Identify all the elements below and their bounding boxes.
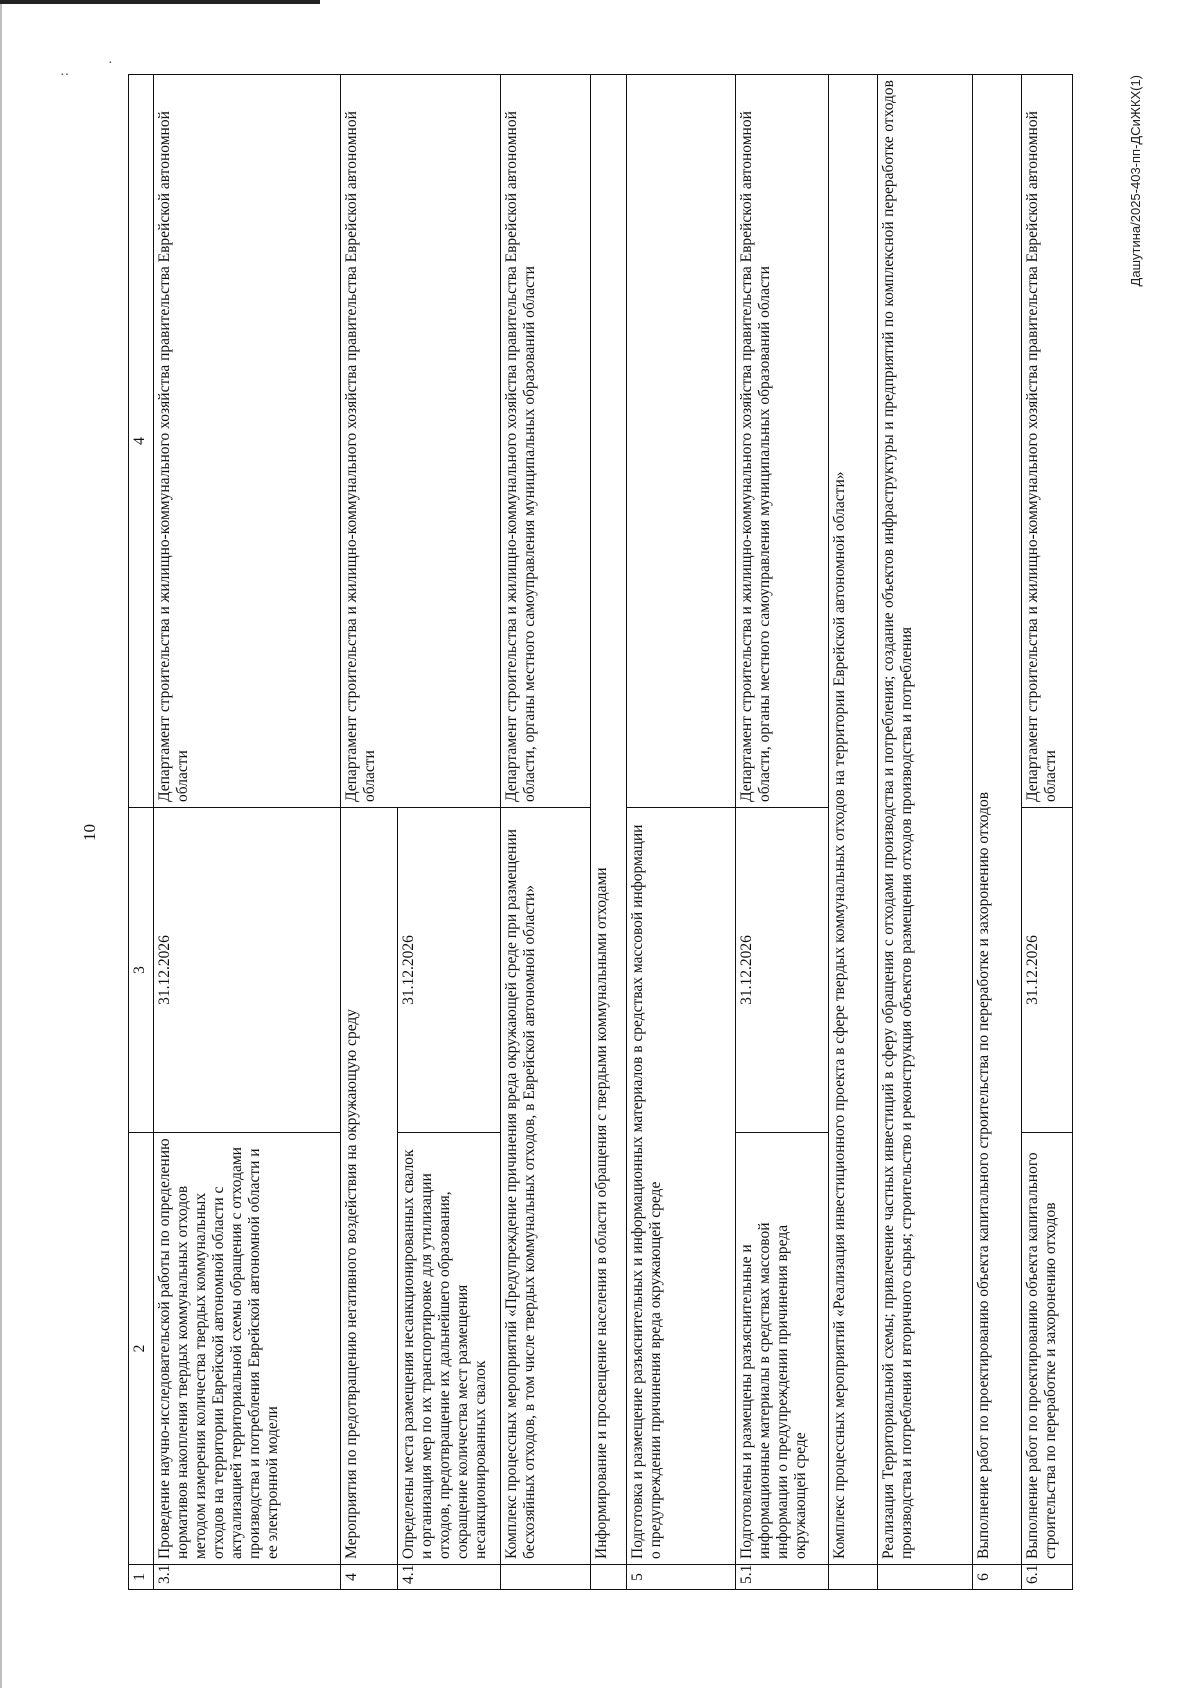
measure-text: Подготовка и размещение разъяснительных и информационных материалов в средствах массовой информации о предупреждении причинения вреда окружающей среде	[626, 808, 735, 1565]
row-number	[829, 1565, 878, 1590]
deadline-cell: 31.12.2026	[735, 808, 829, 1133]
header-cell: 3	[129, 808, 154, 1133]
responsible-cell	[626, 75, 735, 808]
header-cell: 1	[129, 1565, 154, 1590]
responsible-cell: Департамент строительства и жилищно-коммунального хозяйства правительства Еврейской автономной области	[153, 75, 340, 808]
deadline-cell: 31.12.2026	[153, 808, 340, 1133]
measure-text: Определены места размещения несанкционированных свалок и организация мер по их транспортировке для утилизации отходов, предотвращение их дальнейшего образования, сокращение количества мест размещения несанкционированных свалок	[397, 1133, 500, 1565]
measure-text: Подготовлены и размещены разъяснительные и информационные материалы в средствах массовой информации о предупреждении причинения вреда окружающей среде	[735, 1133, 829, 1565]
row-number: 5.1	[735, 1565, 829, 1590]
row-number	[591, 1565, 627, 1590]
row-number	[500, 1565, 590, 1590]
document-footer-code: Дашутина/2025-403-пп-ДСиЖКХ(1)	[1128, 75, 1143, 287]
responsible-cell: Департамент строительства и жилищно-коммунального хозяйства правительства Еврейской автономной области	[1021, 75, 1072, 808]
row-number	[878, 1565, 973, 1590]
row-number: 6.1	[1021, 1565, 1072, 1590]
row-number: 4.1	[397, 1565, 500, 1590]
table-row	[626, 75, 735, 1590]
responsible-cell: Департамент строительства и жилищно-коммунального хозяйства правительства Еврейской автономной области, органы местного самоуправления муниципальных образований области	[735, 75, 829, 808]
measure-text: Мероприятия по предотвращению негативного воздействия на окружающую среду	[341, 808, 398, 1565]
table-header-row	[129, 75, 154, 1590]
header-cell: 4	[129, 75, 154, 808]
table-row	[1021, 75, 1072, 1590]
scan-edge	[0, 0, 2, 1688]
measure-text: Комплекс процессных мероприятий «Предупреждение причинения вреда окружающей среде при размещении бесхозяйных отходов, в том числе твердых коммунальных отходов, в Еврейской автономной области»	[500, 808, 590, 1565]
row-number: 5	[626, 1565, 735, 1590]
measure-text: Выполнение работ по проектированию объекта капитального строительства по переработке и захоронению отходов	[1021, 1133, 1072, 1565]
deadline-cell: 31.12.2026	[1021, 808, 1072, 1133]
table-row	[972, 75, 1021, 1590]
section-title: Выполнение работ по проектированию объекта капитального строительства по переработке и захоронению отходов	[972, 75, 1021, 1565]
header-cell: 2	[129, 1133, 154, 1565]
table-row	[735, 75, 829, 1590]
table-row	[878, 75, 973, 1590]
table-row	[341, 75, 398, 1590]
responsible-cell: Департамент строительства и жилищно-коммунального хозяйства правительства Еврейской автономной области	[341, 75, 501, 808]
deadline-cell: 31.12.2026	[397, 808, 500, 1133]
rotated-page	[80, 75, 1143, 1590]
measures-table	[128, 74, 1073, 1590]
section-title: Реализация Территориальной схемы; привлечение частных инвестиций в сферу обращения с отходами производства и потребления; создание объектов инфраструктуры и предприятий по комплексной переработке отходов производства и потребления и вторичного сырья; строительство и реконструкция объектов размещения отходов производства и потребления	[878, 75, 973, 1565]
scan-top-bar	[0, 0, 320, 4]
scan-speck: ·	[108, 56, 113, 71]
row-number: 6	[972, 1565, 1021, 1590]
section-title: Комплекс процессных мероприятий «Реализация инвестиционного проекта в сфере твердых коммунальных отходов на территории Еврейской автономной области»	[829, 75, 878, 1565]
page-number: 10	[80, 824, 99, 841]
section-title: Информирование и просвещение населения в области обращения с твердыми коммунальными отходами	[591, 75, 627, 1565]
row-number: 4	[341, 1565, 398, 1590]
table-row	[591, 75, 627, 1590]
table-row	[500, 75, 590, 1590]
table-row	[829, 75, 878, 1590]
row-number: 3.1	[153, 1565, 340, 1590]
measure-text: Проведение научно-исследовательской работы по определению нормативов накопления твердых коммунальных отходов методом измерения количества твердых коммунальных отходов на территории Еврейской автономной области с актуализацией территориальной схемы обращения с отходами производства и потребления Еврейской автономной области и ее электронной модели	[153, 1133, 340, 1565]
responsible-cell: Департамент строительства и жилищно-коммунального хозяйства правительства Еврейской автономной области, органы местного самоуправления муниципальных образований области	[500, 75, 590, 808]
table-row	[153, 75, 340, 1590]
scan-speck: ··	[60, 68, 70, 83]
